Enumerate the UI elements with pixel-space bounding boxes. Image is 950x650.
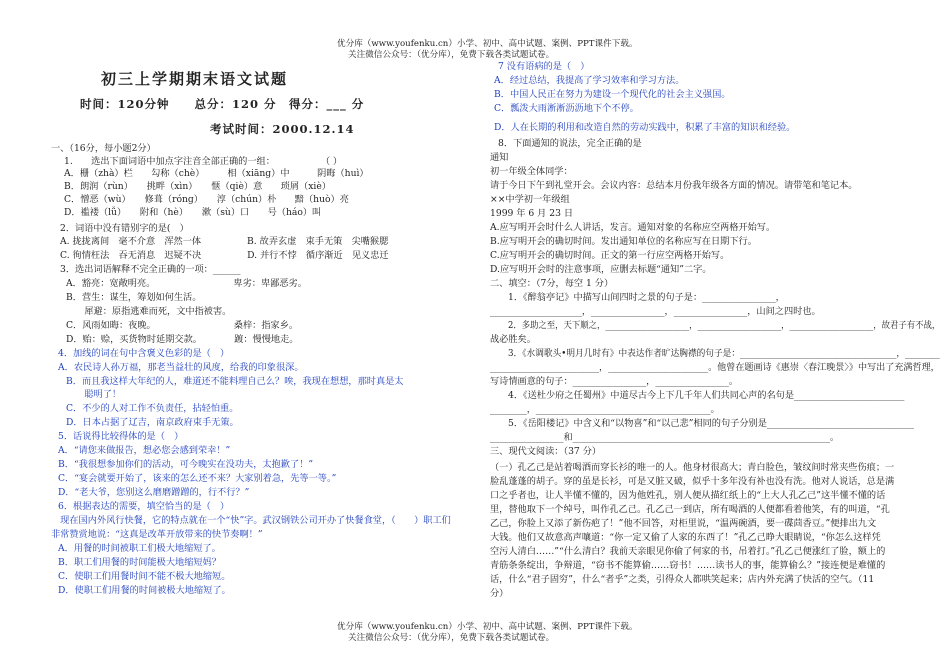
fill-4: 4．《送杜少府之任蜀州》中道尽古今上下几千年人们共同心声的名句是________________________ [508, 390, 905, 401]
passage-line-5: 乙己，你脸上又添了新伤疤了！”他不回答，对柜里说，“温两碗酒，要一碟茴香豆。”便排出九文 [490, 518, 877, 529]
passage-line-4: 里，替他取下一个绰号，叫作孔乙己。孔乙己一到店，所有喝酒的人便都看着他笑，有的叫道，“孔 [490, 504, 890, 515]
q4-option-a: A．农民诗人孙万福，那老当益壮的风度，给我的印象很深。 [58, 362, 304, 373]
passage-line-8: 青筋条条绽出，争辩道，“窃书不能算偷……窃书！……读书人的事，能算偷么？”接连便是难懂的 [490, 560, 886, 571]
header-line-1: 优分库（www.youfenku.cn）小学、初中、高中试题、案例、PPT课件下载。 [337, 39, 638, 49]
q5-stem: 5．话说得比较得体的是（ ） [58, 431, 184, 442]
notice-signature: ××中学初一年级组 [490, 194, 570, 205]
q7-option-b: B．中国人民正在努力为建设一个现代化的社会主义强国。 [494, 89, 731, 100]
q3-option-a: A．豁亮：宽敞明亮。 卑劣：卑鄙恶劣。 [66, 278, 307, 289]
section-2-heading: 二、填空：（7分，每空 1 分） [490, 278, 614, 289]
passage-line-1: （一）孔乙己是站着喝酒而穿长衫的唯一的人。他身材很高大；青白脸色，皱纹间时常夹些伤痕；一 [490, 462, 895, 473]
q4-option-c: C．不少的人对工作不负责任，拈轻怕重。 [66, 403, 239, 414]
fill-1: 1．《醉翁亭记》中描写山间四时之景的句子是：________________， [508, 292, 785, 303]
q4-option-b-cont: 聪明了！ [66, 389, 122, 400]
q6-passage-cont: 非常赞赏地说：“这真是改革开放带来的快节奏啊！” [51, 529, 263, 540]
q5-option-c: C．“宴会就要开始了，该来的怎么还不来？大家别着急，先等一等。” [58, 473, 337, 484]
q1-option-a: A．栅（zhà）栏 勾称（chè） 相（xiāng）中 阴晦（huì） [64, 168, 369, 179]
q4-stem: 4．加线的词在句中含褒义色彩的是（ ） [58, 348, 230, 359]
footer-line-1: 优分库（www.youfenku.cn）小学、初中、高中试题、案例、PPT课件下载。 [337, 622, 638, 632]
notice-recipient: 初一年级全体同学： [490, 166, 573, 177]
q1-option-b: B．朗润（rùn） 挑畔（xìn） 惬（qiè）意 琐屑（xiè） [64, 181, 331, 192]
q1-stem: 1. 选出下面词语中加点字注音全部正确的一组： （ ） [64, 156, 343, 167]
fill-3: 3．《水调歌头•明月几时有》中表达作者旷达胸襟的句子是：____________________________________，________ [508, 348, 940, 359]
q5-option-a: A．“请您来做报告，想必您会感到荣幸！” [58, 445, 231, 456]
q3-option-d: D．贻：赊，买货物时延期交款。 踱：慢慢地走。 [66, 334, 299, 345]
passage-line-9: 话，什么“君子固穷”，什么“者乎”之类，引得众人都哄笑起来；店内外充满了快活的空气。（11 [490, 574, 875, 585]
q3-option-c: C．风雨如晦：夜晚。 桑梓：指家乡。 [66, 320, 299, 331]
q6-stem: 6．根据表达的需要，填空恰当的是（ ） [58, 501, 230, 512]
exam-title: 初三上学期期末语文试题 [101, 70, 289, 88]
passage-line-6: 大钱。他们又故意高声嚷道：“你一定又偷了人家的东西了！”孔乙己睁大眼睛说，“你怎么这样凭 [490, 532, 881, 543]
q3-stem: 3．选出词语解释不完全正确的一项：______ [60, 264, 241, 275]
q3-option-b-cont: 犀避：原指逃难而死，文中指被害。 [66, 306, 232, 317]
q6-option-c: C．使职工们用餐时间不能不极大地缩短。 [58, 571, 231, 582]
q8-option-b: B.应写明开会的确切时间。发出通知单位的名称应写在日期下行。 [490, 236, 757, 247]
footer-line-2: 关注微信公众号：（优分库），免费下载各类试题试卷。 [348, 633, 555, 643]
q3-option-b: B．营生：谋生，筹划如何生活。 [66, 292, 202, 303]
fill-3-cont: ________________________，______________________。他曾在题画诗《惠崇〈春江晚景〉》中写出了充满哲理， [490, 362, 940, 373]
q2-options-ab: A. 拢拢离间 毫不介意 浑然一体 B. 故弄玄虚 束手无策 尖嘴猴腮 [60, 236, 389, 247]
passage-line-7: 空污人清白……”“什么清白？我前天亲眼见你偷了何家的书，吊着打。”孔乙己便涨红了脸，额上的 [490, 546, 886, 557]
q4-option-d: D．日本占据了辽吉，南京政府束手无策。 [66, 417, 239, 428]
q5-option-d: D．“老大爷，您别这么磨磨蹭蹭的，行不行？” [58, 487, 250, 498]
q2-stem: 2．词语中没有错别字的是( ） [60, 223, 189, 234]
fill-5-cont: ________________和________________________________________________________。 [490, 432, 840, 443]
q6-passage: 现在国内外风行快餐，它的特点就在一个“快”字。武汉钢铁公司开办了快餐食堂，（ ）职工们 [51, 515, 451, 526]
q8-option-a: A.应写明开会时什么人讲话，发言。通知对象的名称应空两格开始写。 [490, 222, 776, 233]
q4-option-b: B．而且我这样大年纪的人，难道还不能料理自己么？唉，我现在想想，那时真是太 [66, 376, 404, 387]
q5-option-b: B．“我很想参加你们的活动，可今晚实在没功夫，太抱歉了！” [58, 459, 314, 470]
passage-line-3: 口之乎者也，让人半懂不懂的，因为他姓孔，别人便从描红纸上的“上大人孔乙己”这半懂不懂的话 [490, 490, 886, 501]
q8-option-c: C.应写明开会的确切时间。正文的第一行应空两格开始写。 [490, 250, 730, 261]
q7-stem: 7 没有语病的是（ ） [498, 61, 590, 72]
fill-1-cont: ____________________，________________，________________，山间之四时也。 [490, 306, 821, 317]
fill-5: 5．《岳阳楼记》中含义和“以物喜”和“以己悲”相同的句子分别是________________________________ [508, 418, 914, 429]
q8-option-d: D.应写明开会时的注意事项，应删去标题“通知”二字。 [490, 264, 712, 275]
q2-options-cd: C. 徇情枉法 吞无消息 迟疑不决 D. 并行不悖 循序渐近 见义忠迁 [60, 250, 389, 261]
q7-option-c: C．瓢泼大雨淅淅沥沥地下个不停。 [494, 103, 639, 114]
exam-date: 考试时间：2000.12.14 [210, 122, 355, 136]
fill-3-cont-2: 写诗情画意的句子：________________，________________。 [490, 376, 739, 387]
q1-option-d: D．褴褛（lǚ） 附和（hè） 漱（sù）口 号（háo）叫 [64, 207, 322, 218]
q6-option-b: B．职工们用餐的时间能极大地缩短妈？ [58, 557, 221, 568]
q7-option-d: D．人在长期的利用和改造自然的劳动实践中，积累了丰富的知识和经验。 [494, 122, 796, 133]
fill-2-cont: 战必胜矣。 [490, 334, 536, 345]
passage-line-2: 脸乱蓬蓬的胡子。穿的虽是长衫，可是又脏又破，似乎十多年没有补也没有洗。他对人说话，总是满 [490, 476, 895, 487]
q6-option-a: A．用餐的时间被职工们极大地缩短了。 [58, 543, 221, 554]
passage-line-10: 分） [490, 588, 509, 599]
notice-date: 1999 年 6 月 23 日 [490, 208, 574, 219]
q8-stem: 8．下面通知的说法，完全正确的是 [498, 138, 642, 149]
fill-4-cont: ________，______________________________________。 [490, 404, 720, 415]
section-1-heading: 一、（16分，每小题2分） [51, 143, 156, 154]
q1-option-c: C．憎恶（wù） 修葺（róng） 淳（chún）朴 黯（huò）亮 [64, 194, 349, 205]
header-line-2: 关注微信公众号：（优分库），免费下载各类试题试卷。 [348, 50, 555, 60]
notice-body: 请于今日下午到礼堂开会。会议内容：总结本月份我年级各方面的情况。请带笔和笔记本。 [490, 180, 858, 191]
q6-option-d: D．使职工们用餐的时间被极大地缩短了。 [58, 585, 231, 596]
notice-title: 通知 [490, 152, 509, 163]
exam-info: 时间：120分钟 总分：120 分 得分：___ 分 [80, 97, 365, 111]
q7-option-a: A．经过总结，我提高了学习效率和学习方法。 [494, 75, 685, 86]
fill-2: 2．多助之至，天下顺之，____________________，____________________，____________________，故君子有不战， [508, 320, 941, 331]
section-3-heading: 三、现代文阅读：（37 分） [490, 446, 602, 457]
